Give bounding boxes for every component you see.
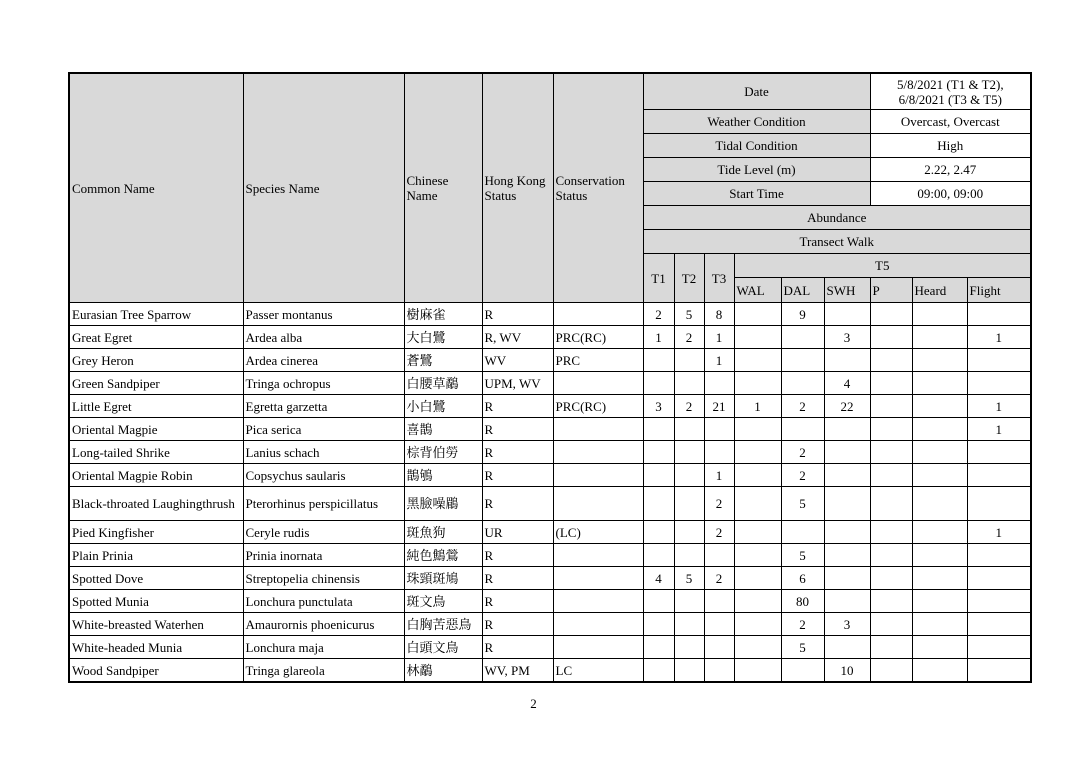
dal-count-cell: 2 <box>781 441 824 464</box>
dal-count-cell: 6 <box>781 567 824 590</box>
wal-count-cell <box>734 521 781 544</box>
t3-count-cell <box>704 544 734 567</box>
t1-count-cell <box>643 613 674 636</box>
common-name-cell: Spotted Dove <box>69 567 243 590</box>
t2-count-cell: 5 <box>674 567 704 590</box>
p-count-cell <box>870 487 912 521</box>
species-name-cell: Amaurornis phoenicurus <box>243 613 404 636</box>
swh-count-cell <box>824 418 870 441</box>
conservation-status-cell <box>553 613 643 636</box>
species-name-cell: Pterorhinus perspicillatus <box>243 487 404 521</box>
dal-count-cell: 2 <box>781 395 824 418</box>
chinese-name-cell: 棕背伯勞 <box>404 441 482 464</box>
chinese-name-cell: 純色鷦鶯 <box>404 544 482 567</box>
conservation-status-cell: PRC <box>553 349 643 372</box>
t2-count-cell <box>674 659 704 683</box>
common-name-cell: Oriental Magpie Robin <box>69 464 243 487</box>
common-name-cell: White-breasted Waterhen <box>69 613 243 636</box>
t3-count-cell <box>704 590 734 613</box>
conservation-status-cell <box>553 441 643 464</box>
t1-count-cell <box>643 487 674 521</box>
dal-header: DAL <box>781 278 824 303</box>
species-rows <box>69 303 1031 683</box>
conservation-status-cell <box>553 487 643 521</box>
t2-count-cell <box>674 464 704 487</box>
t3-count-cell: 2 <box>704 487 734 521</box>
heard-count-cell <box>912 303 967 326</box>
t2-count-cell <box>674 372 704 395</box>
chinese-name-cell: 斑文鳥 <box>404 590 482 613</box>
species-name-cell: Passer montanus <box>243 303 404 326</box>
heard-count-cell <box>912 613 967 636</box>
swh-count-cell: 4 <box>824 372 870 395</box>
hk-status-cell: R <box>482 464 553 487</box>
wal-count-cell <box>734 544 781 567</box>
date-label: Date <box>643 73 870 110</box>
wal-count-cell <box>734 326 781 349</box>
t2-count-cell <box>674 544 704 567</box>
flight-header: Flight <box>967 278 1031 303</box>
common-name-cell: Spotted Munia <box>69 590 243 613</box>
table-row <box>69 326 1031 349</box>
hk-status-cell: UPM, WV <box>482 372 553 395</box>
dal-count-cell <box>781 418 824 441</box>
t1-count-cell: 1 <box>643 326 674 349</box>
flight-count-cell <box>967 613 1031 636</box>
species-name-cell: Ceryle rudis <box>243 521 404 544</box>
common-name-cell: White-headed Munia <box>69 636 243 659</box>
flight-count-cell: 1 <box>967 326 1031 349</box>
dal-count-cell: 2 <box>781 613 824 636</box>
date-value: 5/8/2021 (T1 & T2), 6/8/2021 (T3 & T5) <box>870 73 1031 110</box>
dal-count-cell <box>781 521 824 544</box>
chinese-name-cell: 鵲鴝 <box>404 464 482 487</box>
wal-count-cell <box>734 349 781 372</box>
wal-count-cell <box>734 441 781 464</box>
t2-count-cell <box>674 590 704 613</box>
heard-count-cell <box>912 349 967 372</box>
flight-count-cell <box>967 544 1031 567</box>
species-name-cell: Pica serica <box>243 418 404 441</box>
species-name-cell: Ardea cinerea <box>243 349 404 372</box>
swh-count-cell <box>824 441 870 464</box>
t1-count-cell <box>643 590 674 613</box>
table-row <box>69 521 1031 544</box>
hk-status-cell: R <box>482 590 553 613</box>
heard-header: Heard <box>912 278 967 303</box>
hk-status-cell: R <box>482 418 553 441</box>
common-name-cell: Oriental Magpie <box>69 418 243 441</box>
hk-status-cell: R <box>482 544 553 567</box>
chinese-name-cell: 白腰草鷸 <box>404 372 482 395</box>
weather-value: Overcast, Overcast <box>870 110 1031 134</box>
flight-count-cell <box>967 441 1031 464</box>
t3-count-cell <box>704 636 734 659</box>
hk-status-cell: R <box>482 441 553 464</box>
flight-count-cell <box>967 487 1031 521</box>
conservation-status-cell: LC <box>553 659 643 683</box>
swh-count-cell <box>824 521 870 544</box>
species-name-cell: Ardea alba <box>243 326 404 349</box>
species-name-cell: Copsychus saularis <box>243 464 404 487</box>
t1-count-cell <box>643 544 674 567</box>
t2-count-cell <box>674 487 704 521</box>
tide-level-label: Tide Level (m) <box>643 158 870 182</box>
table-row <box>69 303 1031 326</box>
dal-count-cell: 9 <box>781 303 824 326</box>
swh-count-cell <box>824 590 870 613</box>
dal-count-cell <box>781 349 824 372</box>
p-count-cell <box>870 303 912 326</box>
hk-status-cell: R <box>482 636 553 659</box>
t1-count-cell: 3 <box>643 395 674 418</box>
heard-count-cell <box>912 590 967 613</box>
common-name-cell: Wood Sandpiper <box>69 659 243 683</box>
p-count-cell <box>870 567 912 590</box>
table-row <box>69 441 1031 464</box>
chinese-name-cell: 喜鵲 <box>404 418 482 441</box>
common-name-cell: Little Egret <box>69 395 243 418</box>
t2-count-cell <box>674 349 704 372</box>
start-time-value: 09:00, 09:00 <box>870 182 1031 206</box>
swh-count-cell <box>824 464 870 487</box>
t3-count-cell: 8 <box>704 303 734 326</box>
dal-count-cell <box>781 326 824 349</box>
species-name-cell: Tringa glareola <box>243 659 404 683</box>
conservation-status-cell: (LC) <box>553 521 643 544</box>
t3-count-cell <box>704 659 734 683</box>
t3-count-cell <box>704 441 734 464</box>
p-count-cell <box>870 418 912 441</box>
table-row <box>69 636 1031 659</box>
species-name-cell: Lonchura maja <box>243 636 404 659</box>
wal-count-cell <box>734 372 781 395</box>
dal-count-cell: 2 <box>781 464 824 487</box>
t3-count-cell: 1 <box>704 326 734 349</box>
conservation-status-cell <box>553 636 643 659</box>
wal-count-cell <box>734 418 781 441</box>
p-header: P <box>870 278 912 303</box>
chinese-name-cell: 林鷸 <box>404 659 482 683</box>
conservation-status-header: Conservation Status <box>553 73 643 303</box>
flight-count-cell <box>967 464 1031 487</box>
conservation-status-cell <box>553 544 643 567</box>
chinese-name-cell: 白頭文鳥 <box>404 636 482 659</box>
t3-count-cell: 1 <box>704 349 734 372</box>
swh-count-cell: 3 <box>824 326 870 349</box>
t3-count-cell <box>704 418 734 441</box>
chinese-name-header: Chinese Name <box>404 73 482 303</box>
t3-count-cell: 2 <box>704 521 734 544</box>
conservation-status-cell <box>553 303 643 326</box>
swh-count-cell <box>824 487 870 521</box>
t1-count-cell <box>643 464 674 487</box>
t2-count-cell <box>674 636 704 659</box>
t1-count-cell <box>643 349 674 372</box>
hk-status-cell: R <box>482 487 553 521</box>
t2-count-cell <box>674 613 704 636</box>
swh-count-cell <box>824 303 870 326</box>
species-name-cell: Lonchura punctulata <box>243 590 404 613</box>
p-count-cell <box>870 544 912 567</box>
swh-count-cell: 3 <box>824 613 870 636</box>
table-row <box>69 567 1031 590</box>
table-row <box>69 590 1031 613</box>
chinese-name-cell: 樹麻雀 <box>404 303 482 326</box>
p-count-cell <box>870 636 912 659</box>
hk-status-cell: WV, PM <box>482 659 553 683</box>
flight-count-cell <box>967 567 1031 590</box>
hk-status-cell: R <box>482 395 553 418</box>
swh-count-cell: 22 <box>824 395 870 418</box>
hk-status-cell: R <box>482 613 553 636</box>
chinese-name-cell: 蒼鷺 <box>404 349 482 372</box>
table-row <box>69 659 1031 683</box>
flight-count-cell: 1 <box>967 395 1031 418</box>
t1-count-cell <box>643 636 674 659</box>
species-name-cell: Lanius schach <box>243 441 404 464</box>
table-row <box>69 544 1031 567</box>
flight-count-cell <box>967 590 1031 613</box>
hk-status-cell: R <box>482 567 553 590</box>
conservation-status-cell <box>553 590 643 613</box>
heard-count-cell <box>912 567 967 590</box>
wal-count-cell <box>734 636 781 659</box>
table-row <box>69 418 1031 441</box>
hk-status-header: Hong Kong Status <box>482 73 553 303</box>
flight-count-cell <box>967 349 1031 372</box>
common-name-cell: Green Sandpiper <box>69 372 243 395</box>
common-name-cell: Long-tailed Shrike <box>69 441 243 464</box>
heard-count-cell <box>912 636 967 659</box>
swh-count-cell <box>824 567 870 590</box>
tidal-label: Tidal Condition <box>643 134 870 158</box>
flight-count-cell <box>967 372 1031 395</box>
dal-count-cell: 5 <box>781 487 824 521</box>
wal-count-cell: 1 <box>734 395 781 418</box>
t1-count-cell <box>643 418 674 441</box>
chinese-name-cell: 白胸苦惡鳥 <box>404 613 482 636</box>
chinese-name-cell: 大白鷺 <box>404 326 482 349</box>
species-name-header: Species Name <box>243 73 404 303</box>
t3-count-cell <box>704 372 734 395</box>
chinese-name-cell: 小白鷺 <box>404 395 482 418</box>
conservation-status-cell: PRC(RC) <box>553 395 643 418</box>
t1-count-cell <box>643 659 674 683</box>
p-count-cell <box>870 349 912 372</box>
t2-count-cell: 2 <box>674 395 704 418</box>
swh-count-cell <box>824 636 870 659</box>
common-name-header: Common Name <box>69 73 243 303</box>
common-name-cell: Grey Heron <box>69 349 243 372</box>
hk-status-cell: UR <box>482 521 553 544</box>
hk-status-cell: R <box>482 303 553 326</box>
page-number: 2 <box>530 696 537 711</box>
tidal-value: High <box>870 134 1031 158</box>
chinese-name-cell: 黑臉噪鶥 <box>404 487 482 521</box>
t2-count-cell: 2 <box>674 326 704 349</box>
p-count-cell <box>870 441 912 464</box>
dal-count-cell: 5 <box>781 544 824 567</box>
dal-count-cell: 5 <box>781 636 824 659</box>
p-count-cell <box>870 464 912 487</box>
chinese-name-cell: 珠頸斑鳩 <box>404 567 482 590</box>
table-row <box>69 487 1031 521</box>
wal-count-cell <box>734 487 781 521</box>
heard-count-cell <box>912 418 967 441</box>
t3-count-cell: 2 <box>704 567 734 590</box>
transect-walk-header: Transect Walk <box>643 230 1031 254</box>
swh-header: SWH <box>824 278 870 303</box>
table-row <box>69 613 1031 636</box>
species-name-cell: Tringa ochropus <box>243 372 404 395</box>
dal-count-cell <box>781 372 824 395</box>
t3-count-cell: 21 <box>704 395 734 418</box>
t2-count-cell <box>674 521 704 544</box>
p-count-cell <box>870 590 912 613</box>
p-count-cell <box>870 395 912 418</box>
conservation-status-cell <box>553 418 643 441</box>
hk-status-cell: WV <box>482 349 553 372</box>
common-name-cell: Eurasian Tree Sparrow <box>69 303 243 326</box>
p-count-cell <box>870 326 912 349</box>
start-time-label: Start Time <box>643 182 870 206</box>
flight-count-cell: 1 <box>967 418 1031 441</box>
table-row <box>69 395 1031 418</box>
conservation-status-cell: PRC(RC) <box>553 326 643 349</box>
t1-count-cell: 2 <box>643 303 674 326</box>
table-row <box>69 372 1031 395</box>
heard-count-cell <box>912 441 967 464</box>
conservation-status-cell <box>553 464 643 487</box>
t1-count-cell <box>643 521 674 544</box>
p-count-cell <box>870 659 912 683</box>
bird-survey-table <box>68 72 1032 683</box>
species-name-cell: Egretta garzetta <box>243 395 404 418</box>
flight-count-cell: 1 <box>967 521 1031 544</box>
p-count-cell <box>870 521 912 544</box>
conservation-status-cell <box>553 567 643 590</box>
chinese-name-cell: 斑魚狗 <box>404 521 482 544</box>
common-name-cell: Pied Kingfisher <box>69 521 243 544</box>
dal-count-cell <box>781 659 824 683</box>
tide-level-value: 2.22, 2.47 <box>870 158 1031 182</box>
table-row <box>69 349 1031 372</box>
common-name-cell: Great Egret <box>69 326 243 349</box>
t5-header: T5 <box>734 254 1031 278</box>
wal-count-cell <box>734 303 781 326</box>
t2-header: T2 <box>674 254 704 303</box>
common-name-cell: Black-throated Laughingthrush <box>69 487 243 521</box>
weather-label: Weather Condition <box>643 110 870 134</box>
t1-count-cell <box>643 441 674 464</box>
wal-count-cell <box>734 613 781 636</box>
heard-count-cell <box>912 521 967 544</box>
wal-header: WAL <box>734 278 781 303</box>
heard-count-cell <box>912 464 967 487</box>
heard-count-cell <box>912 659 967 683</box>
heard-count-cell <box>912 372 967 395</box>
abundance-header: Abundance <box>643 206 1031 230</box>
hk-status-cell: R, WV <box>482 326 553 349</box>
wal-count-cell <box>734 659 781 683</box>
heard-count-cell <box>912 487 967 521</box>
table-row <box>69 464 1031 487</box>
t2-count-cell <box>674 418 704 441</box>
t1-count-cell: 4 <box>643 567 674 590</box>
heard-count-cell <box>912 395 967 418</box>
t2-count-cell: 5 <box>674 303 704 326</box>
wal-count-cell <box>734 464 781 487</box>
swh-count-cell: 10 <box>824 659 870 683</box>
t3-count-cell: 1 <box>704 464 734 487</box>
common-name-cell: Plain Prinia <box>69 544 243 567</box>
conservation-status-cell <box>553 372 643 395</box>
species-name-cell: Prinia inornata <box>243 544 404 567</box>
wal-count-cell <box>734 590 781 613</box>
dal-count-cell: 80 <box>781 590 824 613</box>
t1-header: T1 <box>643 254 674 303</box>
swh-count-cell <box>824 349 870 372</box>
t3-count-cell <box>704 613 734 636</box>
heard-count-cell <box>912 544 967 567</box>
swh-count-cell <box>824 544 870 567</box>
flight-count-cell <box>967 636 1031 659</box>
flight-count-cell <box>967 303 1031 326</box>
species-name-cell: Streptopelia chinensis <box>243 567 404 590</box>
p-count-cell <box>870 613 912 636</box>
flight-count-cell <box>967 659 1031 683</box>
p-count-cell <box>870 372 912 395</box>
heard-count-cell <box>912 326 967 349</box>
t2-count-cell <box>674 441 704 464</box>
t1-count-cell <box>643 372 674 395</box>
wal-count-cell <box>734 567 781 590</box>
t3-header: T3 <box>704 254 734 303</box>
